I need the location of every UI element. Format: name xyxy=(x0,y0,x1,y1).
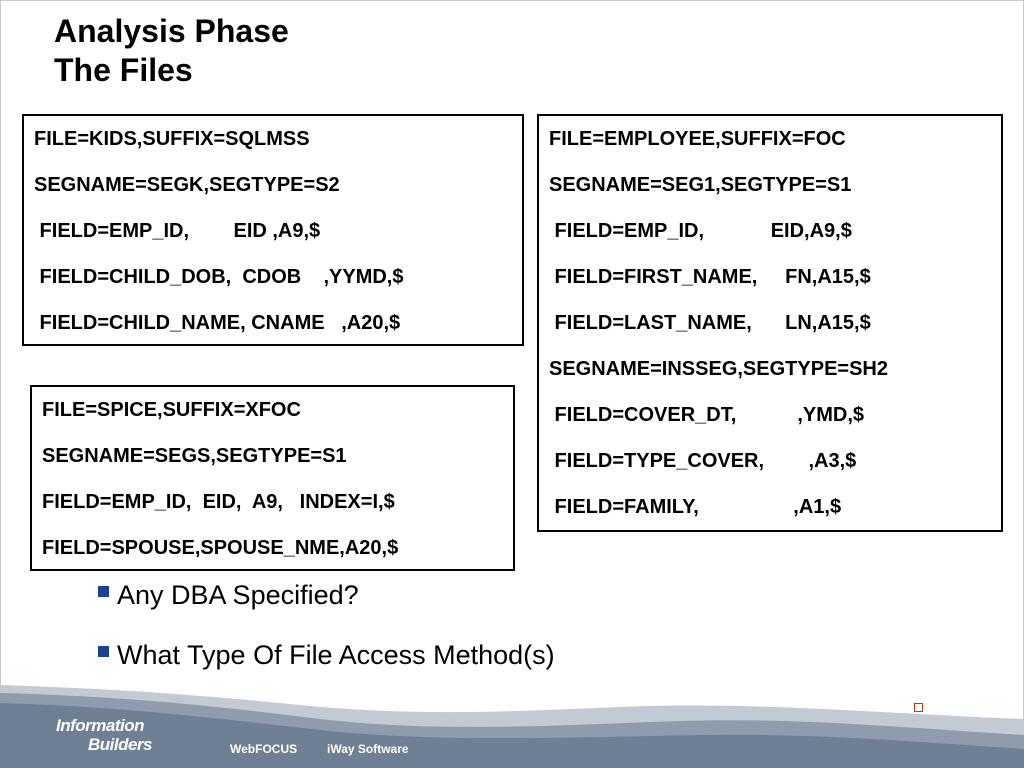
square-bullet-icon xyxy=(98,646,109,657)
information-builders-logo xyxy=(56,716,152,754)
kids-line-3: FIELD=EMP_ID, EID ,A9,$ xyxy=(34,220,321,242)
employee-file-box xyxy=(537,114,1003,532)
webfocus-label: WebFOCUS xyxy=(230,742,298,756)
employee-line-4: FIELD=FIRST_NAME, FN,A15,$ xyxy=(549,266,871,288)
logo-line-2: Builders xyxy=(88,735,153,754)
spice-line-4: FIELD=SPOUSE,SPOUSE_NME,A20,$ xyxy=(42,537,399,559)
kids-file-box xyxy=(22,114,524,346)
employee-line-5: FIELD=LAST_NAME, LN,A15,$ xyxy=(549,312,871,334)
logo-line-1: Information xyxy=(56,716,144,735)
title-line-2: The Files xyxy=(54,52,193,88)
employee-line-2: SEGNAME=SEG1,SEGTYPE=S1 xyxy=(549,174,852,196)
employee-line-6: SEGNAME=INSSEG,SEGTYPE=SH2 xyxy=(549,358,888,380)
employee-line-1: FILE=EMPLOYEE,SUFFIX=FOC xyxy=(549,128,846,150)
employee-line-7: FIELD=COVER_DT, ,YMD,$ xyxy=(549,404,865,426)
kids-line-2: SEGNAME=SEGK,SEGTYPE=S2 xyxy=(34,174,340,196)
kids-line-4: FIELD=CHILD_DOB, CDOB ,YYMD,$ xyxy=(34,266,404,288)
footer-wave-graphic xyxy=(0,685,1024,768)
employee-line-3: FIELD=EMP_ID, EID,A9,$ xyxy=(549,220,852,242)
spice-line-2: SEGNAME=SEGS,SEGTYPE=S1 xyxy=(42,445,347,467)
bullet-item-access-method xyxy=(98,640,555,671)
kids-line-1: FILE=KIDS,SUFFIX=SQLMSS xyxy=(34,128,310,150)
spice-file-box xyxy=(30,385,515,571)
kids-line-5: FIELD=CHILD_NAME, CNAME ,A20,$ xyxy=(34,312,401,334)
bullet-text: Any DBA Specified? xyxy=(117,580,359,610)
iway-software-label: iWay Software xyxy=(327,742,409,756)
square-bullet-icon xyxy=(98,586,109,597)
spice-line-1: FILE=SPICE,SUFFIX=XFOC xyxy=(42,399,301,421)
bullet-item-dba xyxy=(98,580,359,611)
employee-line-9: FIELD=FAMILY, ,A1,$ xyxy=(549,496,842,518)
footer-banner xyxy=(0,685,1024,768)
page-title xyxy=(54,12,289,90)
title-line-1: Analysis Phase xyxy=(54,13,289,49)
bullet-text: What Type Of File Access Method(s) xyxy=(117,640,555,670)
spice-line-3: FIELD=EMP_ID, EID, A9, INDEX=I,$ xyxy=(42,491,395,513)
employee-line-8: FIELD=TYPE_COVER, ,A3,$ xyxy=(549,450,857,472)
